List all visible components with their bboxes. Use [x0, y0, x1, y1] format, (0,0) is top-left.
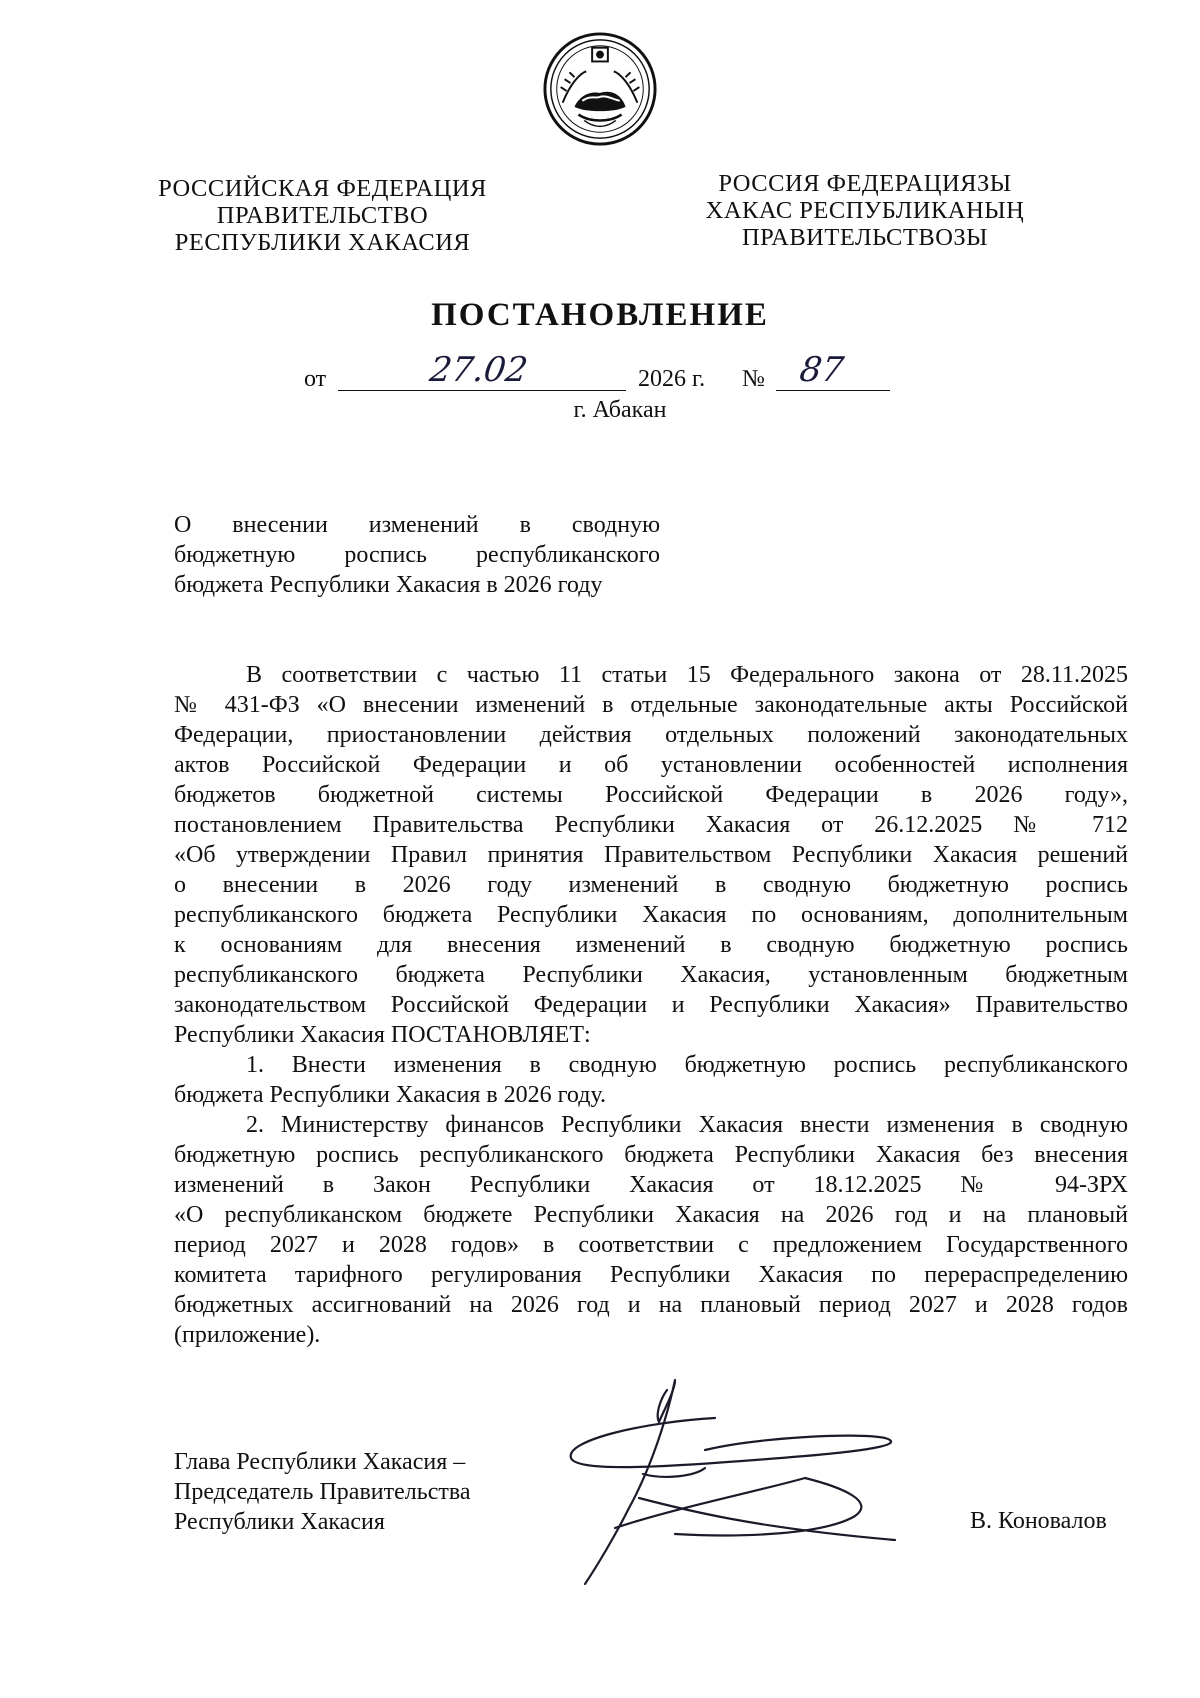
body-line: постановлением Правительства Республики Хакасия от 26.12.2025 № 712	[174, 812, 1128, 838]
body-line: Республики Хакасия ПОСТАНОВЛЯЕТ:	[174, 1022, 591, 1048]
body-line: бюджетов бюджетной системы Российской Федерации в 2026 году»,	[174, 782, 1128, 808]
document-title: ПОСТАНОВЛЕНИЕ	[431, 297, 769, 333]
header-left-line2: ПРАВИТЕЛЬСТВО	[216, 202, 429, 229]
body-line: бюджетных ассигнований на 2026 год и на плановый период 2027 и 2028 годов	[174, 1292, 1128, 1318]
body-line: к основаниям для внесения изменений в сводную бюджетную роспись	[174, 932, 1128, 958]
header-left	[150, 175, 495, 256]
number-sign: №	[742, 366, 765, 392]
body-line: о внесении в 2026 году изменений в сводную бюджетную роспись	[174, 872, 1128, 898]
body-line: «Об утверждении Правил принятия Правительством Республики Хакасия решений	[174, 842, 1128, 868]
number-underline	[776, 390, 890, 391]
body-line: республиканского бюджета Республики Хакасия по основаниям, дополнительным	[174, 902, 1128, 928]
document-body	[174, 660, 1128, 1350]
signer-title	[174, 1447, 471, 1537]
signer-title-line3: Республики Хакасия	[174, 1509, 385, 1535]
body-line: «О республиканском бюджете Республики Хакасия на 2026 год и на плановый	[174, 1202, 1128, 1228]
body-line: В соответствии с частью 11 статьи 15 Федерального закона от 28.11.2025	[246, 662, 1128, 688]
signer-title-line1: Глава Республики Хакасия –	[174, 1449, 466, 1475]
year-label: 2026 г.	[638, 366, 706, 392]
body-line: бюджетную роспись республиканского бюджета Республики Хакасия без внесения	[174, 1142, 1128, 1168]
number-handwritten: 87	[797, 350, 847, 390]
body-line: 1. Внести изменения в сводную бюджетную роспись республиканского	[246, 1052, 1128, 1078]
header-right-line1: РОССИЯ ФЕДЕРАЦИЯЗЫ	[718, 170, 1012, 197]
body-line: актов Российской Федерации и об установлении особенностей исполнения	[174, 752, 1128, 778]
header-right-line3: ПРАВИТЕЛЬСТВОЗЫ	[741, 224, 989, 251]
body-line: (приложение).	[174, 1322, 321, 1348]
body-line: 2. Министерству финансов Республики Хакасия внести изменения в сводную	[246, 1112, 1128, 1138]
body-line: № 431-ФЗ «О внесении изменений в отдельные законодательные акты Российской	[174, 692, 1128, 718]
subject-line1: О внесении изменений в сводную	[174, 512, 660, 538]
header-right	[690, 170, 1040, 251]
coat-of-arms-emblem	[541, 30, 659, 148]
date-prefix: от	[304, 366, 327, 392]
body-line: Федерации, приостановлении действия отдельных положений законодательных	[174, 722, 1128, 748]
city-label: г. Абакан	[573, 397, 667, 423]
signer-name: В. Коновалов	[970, 1508, 1107, 1534]
handwritten-signature	[555, 1378, 935, 1588]
body-line: бюджета Республики Хакасия в 2026 году.	[174, 1082, 607, 1108]
header-right-line2: ХАКАС РЕСПУБЛИКАНЫҢ	[705, 197, 1025, 224]
body-line: республиканского бюджета Республики Хакасия, установленным бюджетным	[174, 962, 1128, 988]
body-line: комитета тарифного регулирования Республики Хакасия по перераспределению	[174, 1262, 1128, 1288]
body-line: изменений в Закон Республики Хакасия от 18.12.2025 № 94-ЗРХ	[174, 1172, 1128, 1198]
header-left-line1: РОССИЙСКАЯ ФЕДЕРАЦИЯ	[158, 175, 487, 202]
body-line: законодательством Российской Федерации и Республики Хакасия» Правительство	[174, 992, 1128, 1018]
body-line: период 2027 и 2028 годов» в соответствии с предложением Государственного	[174, 1232, 1128, 1258]
header-left-line3: РЕСПУБЛИКИ ХАКАСИЯ	[174, 229, 471, 256]
subject-line2: бюджетную роспись республиканского	[174, 542, 660, 568]
signer-title-line2: Председатель Правительства	[174, 1479, 471, 1505]
date-underline	[338, 390, 626, 391]
document-subject	[174, 510, 660, 600]
date-handwritten: 27.02	[427, 350, 531, 390]
subject-line3: бюджета Республики Хакасия в 2026 году	[174, 572, 603, 598]
